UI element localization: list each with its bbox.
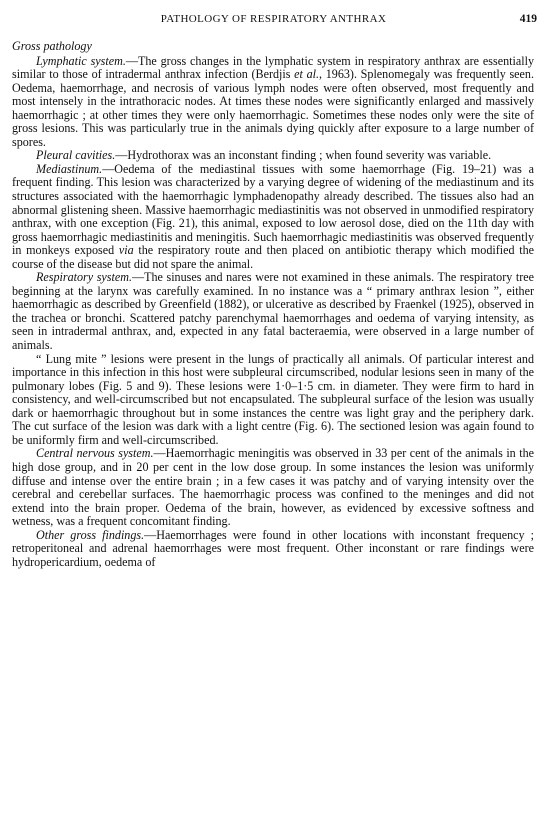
paragraph-other-gross-findings bbox=[12, 529, 534, 570]
paragraph-mediastinum bbox=[12, 163, 534, 271]
paragraph-italic: via bbox=[118, 243, 134, 258]
page-number: 419 bbox=[519, 13, 537, 25]
paragraph-lead: Lymphatic system. bbox=[36, 53, 126, 68]
paragraph-tail: , 1963). Splenomegaly was frequently seen. Oedema, haemorrhage, and necrosis of various lymph nodes were often observed, most frequently and most intensely in the intrathoracic nodes. At times these nodes were significantly enlarged and massively haemorrhagic ; at other times they were only haemorrhagic. Sometimes these nodes only were the site of gross lesions. This was particularly true in the animals dying quickly after exposure to a large number of spores. bbox=[12, 67, 534, 149]
paragraph-lead: Central nervous system. bbox=[36, 446, 154, 461]
paragraph-text: “ Lung mite ” lesions were present in the lungs of practically all animals. Of particular interest and importance in this infection in this host were subpleural circumscribed, nodular lesions seen in many of the pulmonary lobes (Fig. 5 and 9). These lesions were 1·0–1·5 cm. in diameter. They were firm to hard in consistency, and well-circumscribed but not encapsulated. The subpleural surface of the lesion was usually dark or haemorrhagic throughout but in some instances the centre was light gray and the periphery dark. The cut surface of the lesion was dark with a light centre (Fig. 6). The sectioned lesion was again found to be uniformly firm and well-circumscribed. bbox=[12, 351, 534, 447]
paragraph-text: —Haemorrhages were found in other locations with inconstant frequency ; retroperitoneal and adrenal haemorrhages were most frequent. Other inconstant or rare findings were hydropericardium, oedema of bbox=[12, 527, 534, 569]
paragraph-text: —The sinuses and nares were not examined in these animals. The respiratory tree beginning at the larynx was carefully examined. In no instance was a “ primary anthrax lesion ”, either haemorrhagic as described by Greenfield (1882), or ulcerative as described by Fraenkel (1925), observed in the trachea or bronchi. Scattered patchy parenchymal haemorrhages and oedema of varying intensity, as seen in intradermal anthrax, and, expected in any fatal bacteraemia, were observed in a large number of animals. bbox=[12, 270, 534, 353]
paragraph-lymphatic-system bbox=[12, 55, 534, 150]
paragraph-lead: Respiratory system. bbox=[36, 270, 132, 285]
paragraph-lead: Pleural cavities. bbox=[36, 148, 116, 163]
paragraph-lead: Mediastinum. bbox=[36, 161, 103, 176]
paragraph-text: —Oedema of the mediastinal tissues with some haemorrhage (Fig. 19–21) was a frequent finding. This lesion was characterized by a varying degree of widening of the mediastinum and its structures associated with the haemorrhagic lymphadenopathy already described. The tissues also had an abnormal glistening sheen. Massive haemorrhagic mediastinitis was not observed in unmodified respiratory anthrax, with one exception (Fig. 21), this animal, exposed to low aerosol dose, died on the 11th day with gross haemorrhagic mediastinitis and meningitis. Such haemorrhagic mediastinitis was observed frequently in monkeys exposed bbox=[12, 161, 534, 258]
paragraph-pleural-cavities bbox=[12, 149, 534, 163]
paragraph-text: —Haemorrhagic meningitis was observed in 33 per cent of the animals in the high dose group, and in 20 per cent in the low dose group. In some instances the lesion was uniformly diffuse and intense over the entire brain ; in a few cases it was patchy and of varying intensity over the cerebral and cerebellar surfaces. The haemorrhagic process was confined to the meninges and did not extend into the brain proper. Oedema of the brain, however, as evidenced by excessive softness and wetness, was a frequent concomitant finding. bbox=[12, 446, 534, 529]
paragraph-lung-mite bbox=[12, 353, 534, 448]
body-text bbox=[12, 40, 534, 569]
section-heading: Gross pathology bbox=[12, 39, 92, 53]
paragraph-text: —Hydrothorax was an inconstant finding ; when found severity was variable. bbox=[115, 148, 492, 163]
paragraph-tail: the respiratory route and then placed on antibiotic therapy which modified the course of the disease but did not spare the animal. bbox=[12, 243, 535, 271]
paragraph-respiratory-system bbox=[12, 271, 534, 352]
paragraph-lead: Other gross findings. bbox=[36, 527, 145, 542]
paragraph-text: —The gross changes in the lymphatic system in respiratory anthrax are essentially similar to those of intradermal anthrax infection (Berdjis bbox=[12, 53, 534, 82]
running-title: PATHOLOGY OF RESPIRATORY ANTHRAX bbox=[160, 13, 387, 25]
page-header bbox=[10, 13, 537, 27]
paragraph-central-nervous-system bbox=[12, 447, 534, 528]
paragraph-italic: et al. bbox=[294, 67, 320, 82]
